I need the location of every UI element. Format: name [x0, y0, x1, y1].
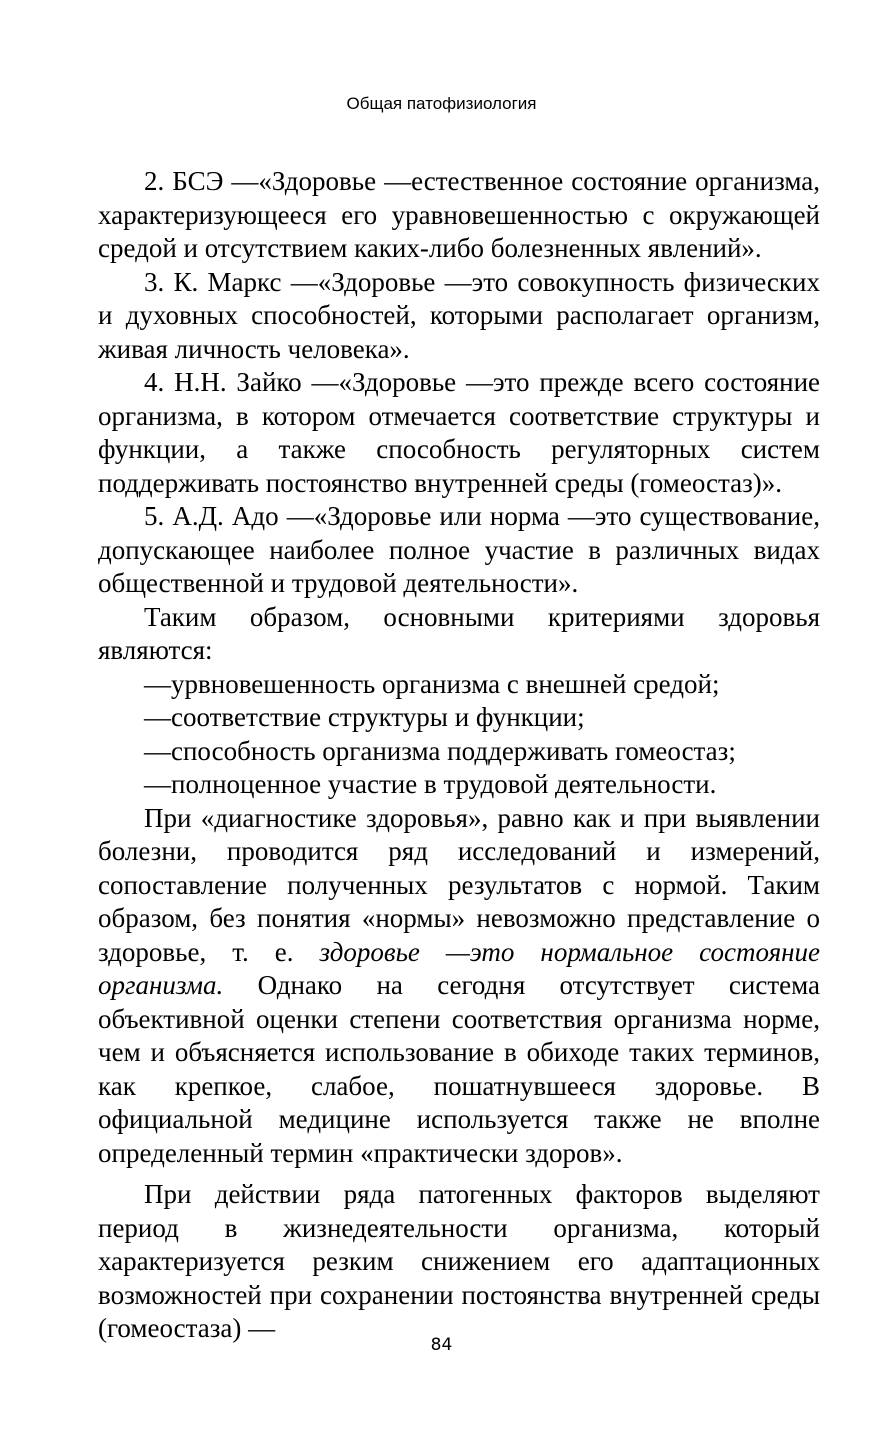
pathogenic-factors-paragraph: При действии ряда патогенных факторов выделяют период в жизнедеятельности организма, который характеризуется резким снижением его адаптационных возможностей при сохранении постоянства внутренней среды (гомеостаза) — [98, 1179, 820, 1343]
definition-marx: 3. К. Маркс —«Здоровье —это совокупность физических и духовных способностей, которыми располагает организм, живая личность человека». [98, 266, 820, 364]
page-number: 84 [430, 1335, 453, 1355]
definition-bse: 2. БСЭ —«Здоровье —естественное состояние организма, характеризующееся его уравновешенностью с окружающей средой и отсутствием каких-либо болезненных явлений». [98, 166, 820, 263]
diagnostics-text-before: При «диагностике здоровья», равно как и при выявлении болезни, проводится ряд исследований и измерений, сопоставление полученных результатов с нормой. Таким образом, без понятия «нормы» невозможно представление о здоровье, т. е. [98, 802, 820, 967]
diagnostics-text-after: Однако на сегодня отсутствует система объективной оценки степени соответствия организма норме, чем и объясняется использование в обиходе таких терминов, как крепкое, слабое, пошатнувшееся здоровье. В официальной медицине используется также не вполне определенный термин «практически здоров». [98, 970, 821, 1168]
body-text [98, 165, 820, 1346]
criteria-item: —способность организма поддерживать гомеостаз; [144, 735, 736, 766]
diagnostics-paragraph [98, 802, 820, 1171]
criteria-item: —урвновешенность организма с внешней средой; [144, 668, 720, 699]
criteria-item: —соответствие структуры и функции; [144, 702, 585, 732]
criteria-item: —полноценное участие в трудовой деятельности. [144, 769, 717, 799]
running-head: Общая патофизиология [346, 94, 537, 113]
definition-ado: 5. А.Д. Адо —«Здоровье или норма —это существование, допускающее наиболее полное участие в различных видах общественной и трудовой деятельности». [98, 501, 820, 598]
definition-zaiko: 4. Н.Н. Зайко —«Здоровье —это прежде всего состояние организма, в котором отмечается соответствие структуры и функции, а также способность регуляторных систем поддерживать постоянство внутренней среды (гомеостаз)». [98, 367, 820, 498]
health-definition-italic: здоровье —это нормальное состояние организма. [98, 936, 821, 1000]
criteria-intro: Таким образом, основными критериями здоровья являются: [98, 601, 820, 665]
